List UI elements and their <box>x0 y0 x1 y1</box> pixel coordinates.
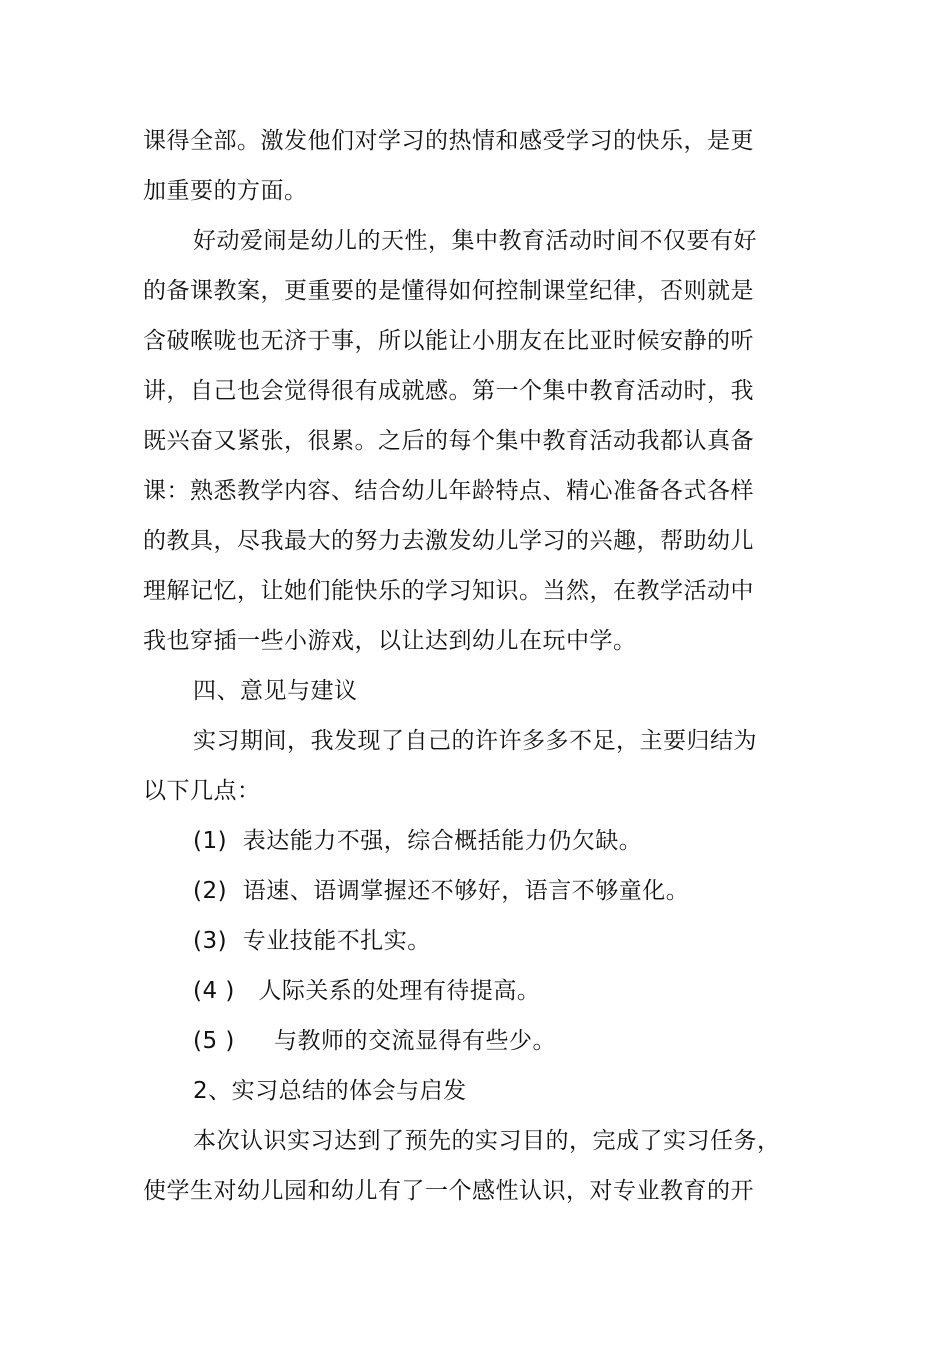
list-item: (2) 语速、语调掌握还不够好，语言不够童化。 <box>193 878 690 904</box>
list-item: (5 ) 与教师的交流显得有些少。 <box>193 1028 556 1054</box>
paragraph-line: 我也穿插一些小游戏，以让达到幼儿在玩中学。 <box>143 628 637 654</box>
list-item: (3) 专业技能不扎实。 <box>193 928 431 954</box>
list-item: (4 ) 人际关系的处理有待提高。 <box>193 978 541 1004</box>
paragraph-line: 的备课教案，更重要的是懂得如何控制课堂纪律，否则就是 <box>143 278 754 304</box>
paragraph-line: 加重要的方面。 <box>143 178 308 204</box>
paragraph-line: 的教具，尽我最大的努力去激发幼儿学习的兴趣，帮助幼儿 <box>143 528 754 554</box>
paragraph-line: 既兴奋又紧张，很累。之后的每个集中教育活动我都认真备 <box>143 428 754 454</box>
section-heading: 2、实习总结的体会与启发 <box>193 1078 467 1104</box>
paragraph-line: 含破喉咙也无济于事，所以能让小朋友在比亚时候安静的听 <box>143 328 754 354</box>
list-item: (1) 表达能力不强，综合概括能力仍欠缺。 <box>193 828 643 854</box>
paragraph-line: 实习期间，我发现了自己的许许多多不足，主要归结为 <box>193 728 757 754</box>
paragraph-line: 理解记忆，让她们能快乐的学习知识。当然，在教学活动中 <box>143 578 754 604</box>
paragraph-line: 以下几点： <box>143 778 261 804</box>
paragraph-line: 本次认识实习达到了预先的实习目的，完成了实习任务， <box>193 1128 781 1154</box>
paragraph-line: 使学生对幼儿园和幼儿有了一个感性认识，对专业教育的开 <box>143 1178 754 1204</box>
paragraph-line: 好动爱闹是幼儿的天性，集中教育活动时间不仅要有好 <box>193 228 757 254</box>
document-body <box>143 116 781 1216</box>
paragraph-line: 讲，自己也会觉得很有成就感。第一个集中教育活动时，我 <box>143 378 754 404</box>
paragraph-line: 课得全部。激发他们对学习的热情和感受学习的快乐，是更 <box>143 128 754 154</box>
section-heading: 四、意见与建议 <box>193 678 358 704</box>
paragraph-line: 课：熟悉教学内容、结合幼儿年龄特点、精心准备各式各样 <box>143 478 754 504</box>
